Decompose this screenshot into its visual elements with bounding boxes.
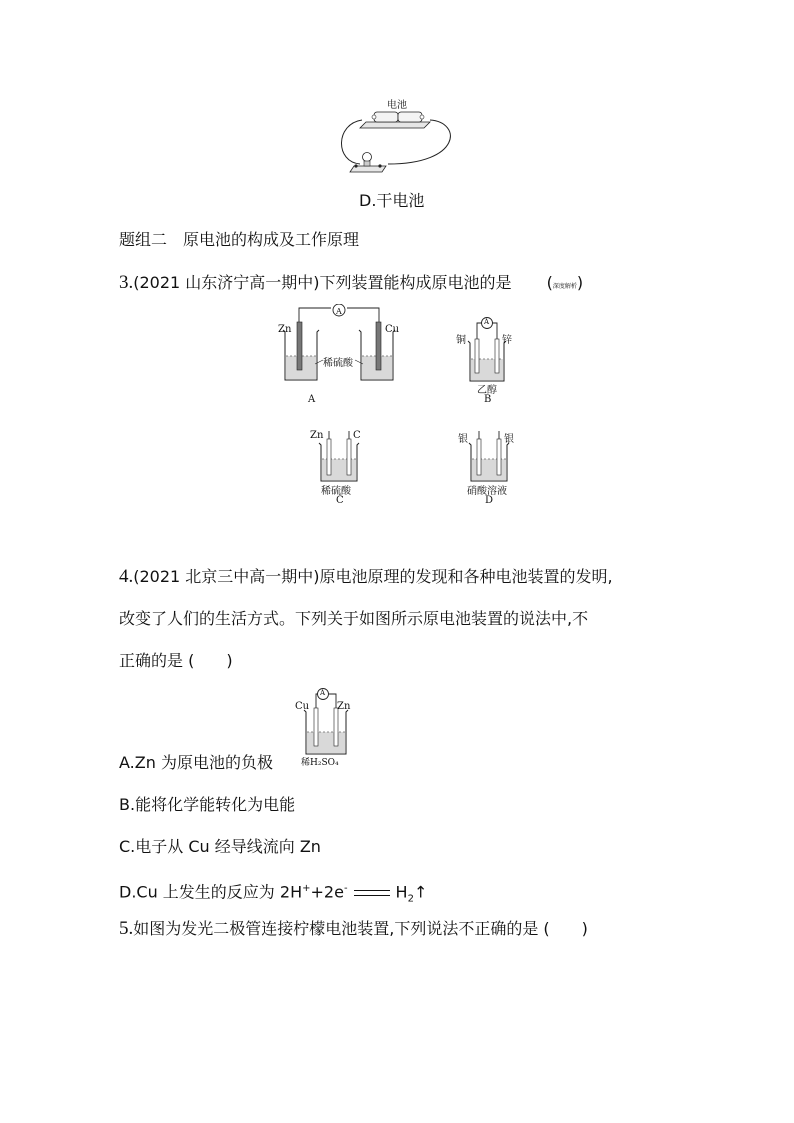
q4-figure	[292, 684, 362, 774]
electrode-left-label: Zn	[278, 324, 292, 335]
question-number: 3.	[119, 272, 134, 293]
question-number: 4.	[119, 566, 134, 587]
electrode-right-label: 锌	[502, 335, 512, 346]
answer-paren-close: )	[576, 273, 584, 292]
question-4-line-3: 正确的是 ( )	[119, 651, 233, 670]
meter-a-label: A	[320, 689, 326, 697]
question-text: 如图为发光二极管连接柠檬电池装置,下列说法不正确的是 ( )	[133, 919, 588, 938]
electrode-right-label: Zn	[337, 701, 351, 712]
question-source: (2021 北京三中高一期中)	[133, 567, 320, 586]
figure-label: A	[308, 394, 316, 405]
answer-paren-open: (	[546, 273, 553, 292]
q3-figure-b	[452, 313, 522, 409]
electrode-right-label: C	[353, 430, 361, 441]
meter-a-label: A	[484, 318, 490, 326]
question-number: 5.	[119, 918, 134, 939]
question-text: 原电池原理的发现和各种电池装置的发明,	[319, 567, 613, 586]
figure-label: B	[484, 394, 492, 405]
question-5	[119, 918, 588, 940]
analysis-tag: 深度解析	[552, 283, 577, 290]
solution-label: 稀硫酸	[323, 358, 353, 369]
section-title: 题组二 原电池的构成及工作原理	[119, 230, 360, 249]
meter-a-label: A	[336, 307, 342, 316]
dry-cell-figure	[330, 92, 470, 182]
figure-label: C	[336, 495, 344, 506]
q4-option-d: D.Cu 上发生的反应为 2H++2e- $H_2↑$	[119, 882, 428, 905]
electrode-left-label: 银	[458, 434, 468, 445]
figure-d-caption: D.干电池	[359, 191, 425, 210]
question-source: (2021 山东济宁高一期中)	[133, 273, 320, 292]
solution-label: 稀硫酸	[321, 486, 351, 497]
q3-figure-d	[455, 425, 527, 511]
electrode-left-label: 铜	[456, 335, 466, 346]
battery-label: 电池	[387, 100, 407, 111]
electrode-left-label: Cu	[295, 701, 310, 712]
question-text: 下列装置能构成原电池的是	[319, 273, 512, 292]
q3-figure-a	[275, 304, 415, 408]
figure-label: D	[485, 495, 494, 506]
q3-figure-c	[305, 425, 375, 511]
q4-option-b: B.能将化学能转化为电能	[119, 795, 296, 814]
electrode-right-label: Cu	[385, 324, 400, 335]
question-4-line-1	[119, 566, 613, 588]
question-4-line-2: 改变了人们的生活方式。下列关于如图所示原电池装置的说法中,不	[119, 609, 589, 628]
electrode-left-label: Zn	[310, 430, 324, 441]
reaction-equals-sign	[354, 890, 390, 896]
q4-option-c: C.电子从 Cu 经导线流向 Zn	[119, 837, 321, 856]
solution-label: 稀H₂SO₄	[301, 758, 339, 768]
question-3	[119, 272, 583, 298]
solution-label: 硝酸溶液	[467, 486, 507, 497]
electrode-right-label: 银	[504, 434, 514, 445]
q4-option-a: A.Zn 为原电池的负极	[119, 753, 273, 772]
solution-label: 乙醇	[477, 385, 497, 396]
